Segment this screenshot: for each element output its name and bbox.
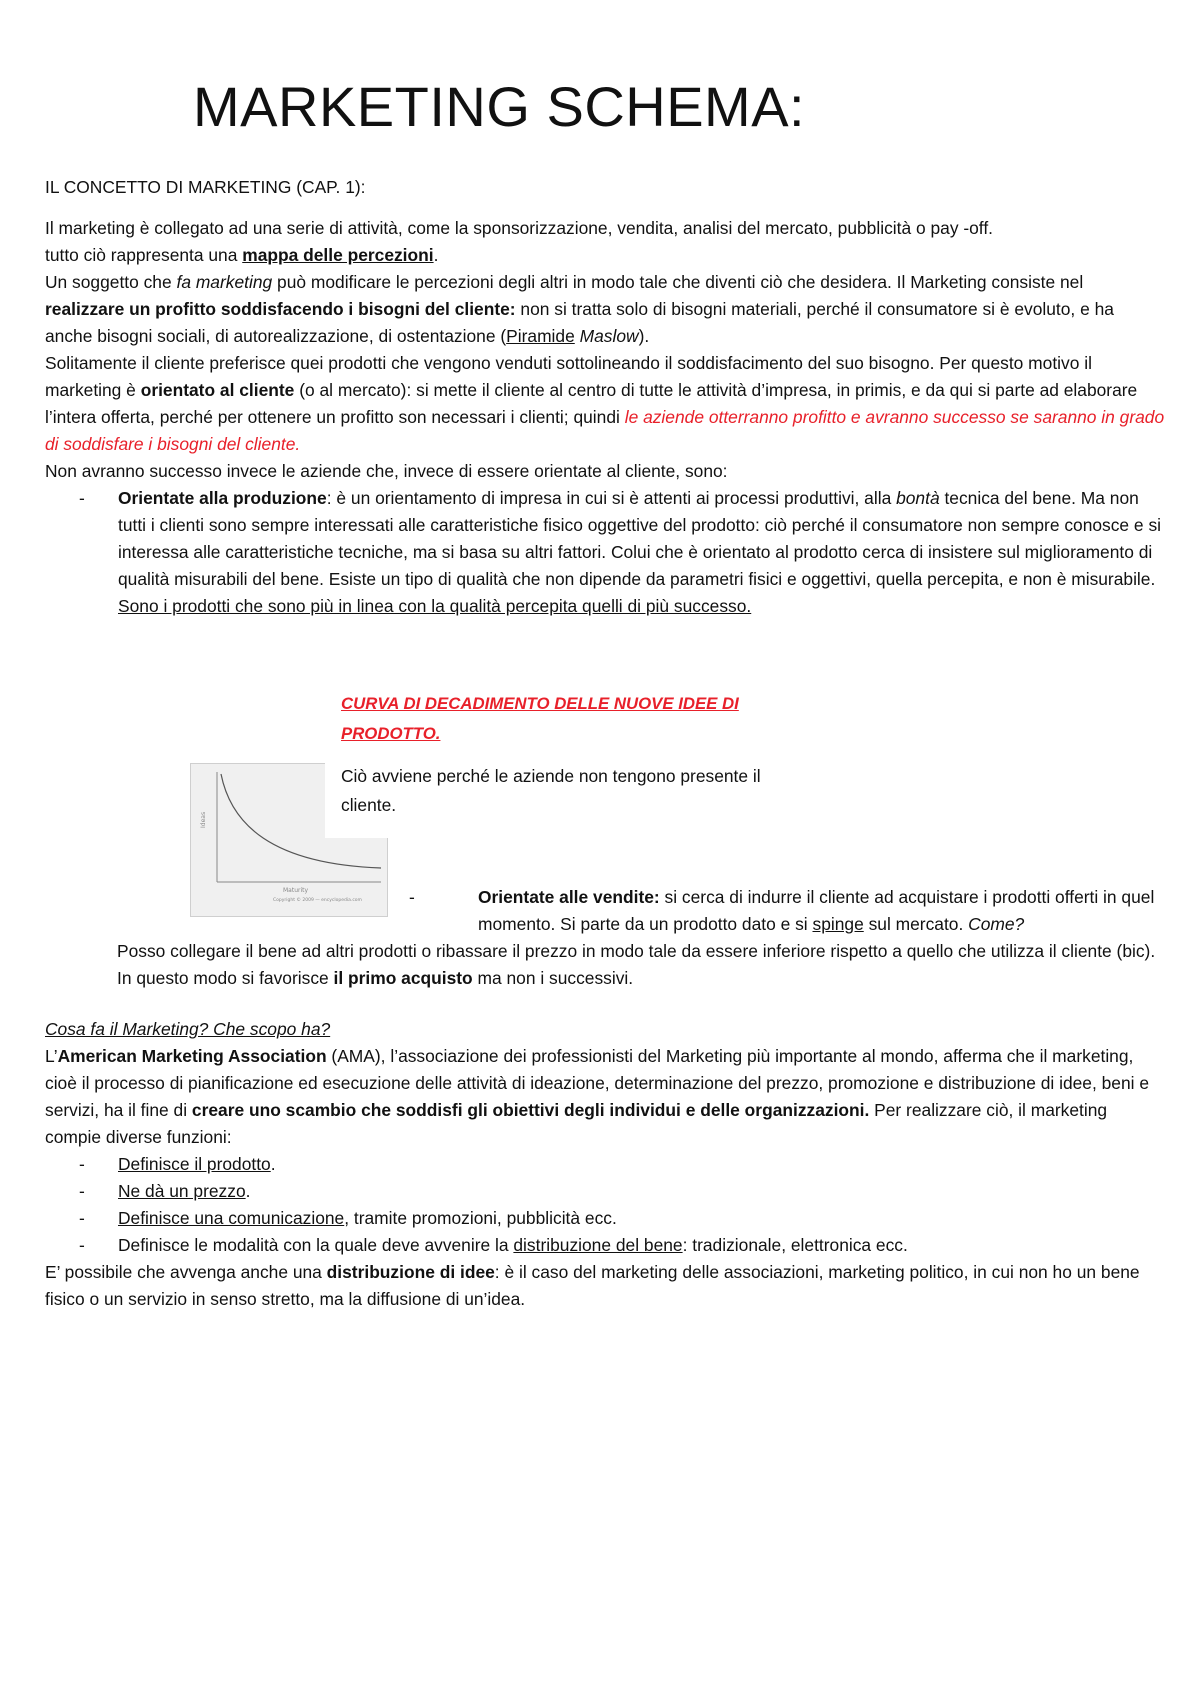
page-title: MARKETING SCHEMA: xyxy=(193,75,806,138)
sales-dash: - xyxy=(409,887,415,907)
list-item-produzione: - Orientate alla produzione: è un orientamento di impresa in cui si è attenti ai processi produttivi, alla bontà tecnica del bene. Ma non tutti i clienti sono sempre interessati alle caratteristiche fisico oggettive del prodotto: ciò perché il consumatore non sempre conosce e si interessa alle caratteristiche tecniche, ma si basa su altri fattori. Colui che è orientato al prodotto cerca di insistere sul miglioramento di qualità misurabili del bene. Esiste un tipo di qualità che non dipende da parametri fisici e oggettivi, quella percepita, e non è misurabile. Sono i prodotti che sono più in linea con la qualità percepita quelli di più successo. xyxy=(79,488,1161,616)
intro-paragraph-cliente: Solitamente il cliente preferisce quei prodotti che vengono venduti sottolineando il soddisfacimento del suo bisogno. Per questo motivo il marketing è orientato al cliente (o al mercato): si mette il cliente al centro di tutte le attività d’impresa, in primis, e da qui si parte ad elaborare l’intera offerta, perché per ottenere un profitto son necessari i clienti; quindi le aziende otterranno profitto e avranno successo se saranno in grado di soddisfare i bisogni del cliente. xyxy=(45,353,1165,454)
highlight-red-text: le aziende otterranno profitto e avranno successo se saranno in grado di soddisfare i bisogni del cliente xyxy=(45,407,1165,454)
intro-line-2: tutto ciò rappresenta una mappa delle percezioni. xyxy=(45,245,439,265)
mappa-percezioni: mappa delle percezioni xyxy=(242,245,434,265)
ideas-paragraph: E’ possibile che avvenga anche una distribuzione di idee: è il caso del marketing delle associazioni, marketing politico, in cui non ho un bene fisico o un servizio in senso stretto, ma la diffusione di un’idea. xyxy=(45,1262,1140,1309)
function-item-prezzo: - Ne dà un prezzo. xyxy=(79,1181,251,1201)
curve-caption: Ciò avviene perché le aziende non tengono presente il cliente. xyxy=(341,766,761,815)
function-item-distribuzione: - Definisce le modalità con la quale deve avvenire la distribuzione del bene: tradizionale, elettronica ecc. xyxy=(79,1235,908,1255)
intro-paragraph-marketing: Un soggetto che fa marketing può modificare le percezioni degli altri in modo tale che diventi ciò che desidera. Il Marketing consiste nel realizzare un profitto soddisfacendo i bisogni del cliente: non si tratta solo di bisogni materiali, perché il consumatore si è evoluto, e ha anche bisogni sociali, di autorealizzazione, di ostentazione (Piramide Maslow). xyxy=(45,272,1114,346)
ama-block xyxy=(45,1043,1165,1313)
intro-block xyxy=(45,215,1165,620)
ama-paragraph: L’American Marketing Association (AMA), l’associazione dei professionisti del Marketing più importante al mondo, afferma che il marketing, cioè il processo di pianificazione ed esecuzione delle attività di ideazione, determinazione del prezzo, promozione e distribuzione di idee, beni e servizi, ha il fine di creare uno scambio che soddisfi gli obiettivi degli individui e delle organizzazioni. Per realizzare ciò, il marketing compie diverse funzioni: xyxy=(45,1046,1150,1147)
list-item-vendite: - Orientate alle vendite: si cerca di indurre il cliente ad acquistare i prodotti offerti in quel momento. Si parte da un prodotto dato e si spinge sul mercato. Come? Posso collegare il bene ad altri prodotti o ribassare il prezzo in modo tale da essere inferiore rispetto a quello che utilizza il cliente (bic). In questo modo si favorisce il primo acquisto ma non i successivi. xyxy=(117,884,1167,992)
piramide-link: Piramide xyxy=(506,326,575,346)
intro-line-1: Il marketing è collegato ad una serie di attività, come la sponsorizzazione, vendita, analisi del mercato, pubblicità o pay -off. xyxy=(45,218,993,238)
curve-heading: CURVA DI DECADIMENTO DELLE NUOVE IDEE DI PRODOTTO. xyxy=(341,694,739,743)
intro-line-5: Non avranno successo invece le aziende che, invece di essere orientate al cliente, sono: xyxy=(45,461,728,481)
figure-ylabel: Ideas xyxy=(200,811,207,828)
cosa-fa-heading: Cosa fa il Marketing? Che scopo ha? xyxy=(45,1019,331,1039)
section-heading: IL CONCETTO DI MARKETING (CAP. 1): xyxy=(45,177,366,197)
function-item-prodotto: - Definisce il prodotto. xyxy=(79,1154,276,1174)
figure-xlabel: Maturity xyxy=(283,887,309,894)
function-item-comunicazione: - Definisce una comunicazione, tramite promozioni, pubblicità ecc. xyxy=(79,1208,617,1228)
figure-credit: Copyright © 2009 — encyclopedia.com xyxy=(273,898,362,903)
